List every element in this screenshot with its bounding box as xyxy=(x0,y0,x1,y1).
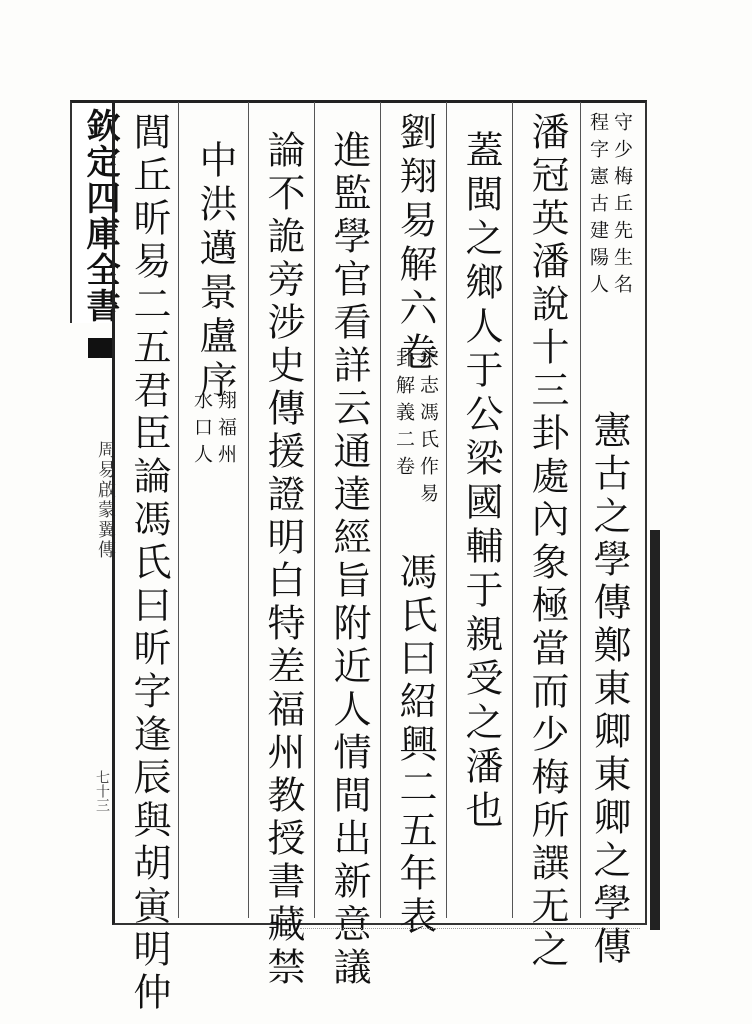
page-edge-shadow xyxy=(650,530,660,930)
spine-book-title: 周易啟蒙翼傳 xyxy=(95,440,116,560)
column-rule xyxy=(580,102,581,918)
annotation-column: 卦解義二卷 xyxy=(393,348,415,483)
annotation-column: 程字憲古建陽人 xyxy=(587,112,609,301)
column-rule xyxy=(178,102,179,918)
text-column: 潘冠英潘說十三卦處內象極當而少梅所譔无之 xyxy=(525,112,569,972)
spine-title: 欽定四庫全書 xyxy=(80,108,120,324)
text-column: 馮氏曰紹興二五年表 xyxy=(393,552,437,939)
annotation-column: 水口人 xyxy=(191,390,213,471)
text-column: 進監學官看詳云通達經旨附近人情間出新意議 xyxy=(327,130,371,990)
text-column: 閭丘昕易二五君臣論馮氏曰昕字逢辰與胡寅明仲 xyxy=(127,112,171,1015)
text-column: 劉翔易解六卷 xyxy=(393,112,437,376)
column-rule xyxy=(314,102,315,918)
spine-page-number: 七十三 xyxy=(94,770,110,812)
fishtail-mark-icon xyxy=(88,338,112,374)
column-rule xyxy=(512,102,513,918)
annotation-column: 守少梅丘先生名 xyxy=(611,112,633,301)
annotation-column: 翔福州 xyxy=(215,390,237,471)
column-rule xyxy=(248,102,249,918)
scan-artifact xyxy=(300,928,640,935)
text-column: 蓋閩之鄉人于公梁國輔于親受之潘也 xyxy=(459,130,503,834)
column-rule xyxy=(380,102,381,918)
text-column: 論不詭旁涉史傳援證明白特差福州教授書藏禁 xyxy=(261,130,305,990)
text-column: 中洪邁景盧序 xyxy=(193,140,237,404)
annotation-column: 宋志馮氏作易 xyxy=(417,348,439,510)
text-column: 憲古之學傳鄭東卿東卿之學傳 xyxy=(587,410,631,969)
column-rule xyxy=(446,102,447,918)
